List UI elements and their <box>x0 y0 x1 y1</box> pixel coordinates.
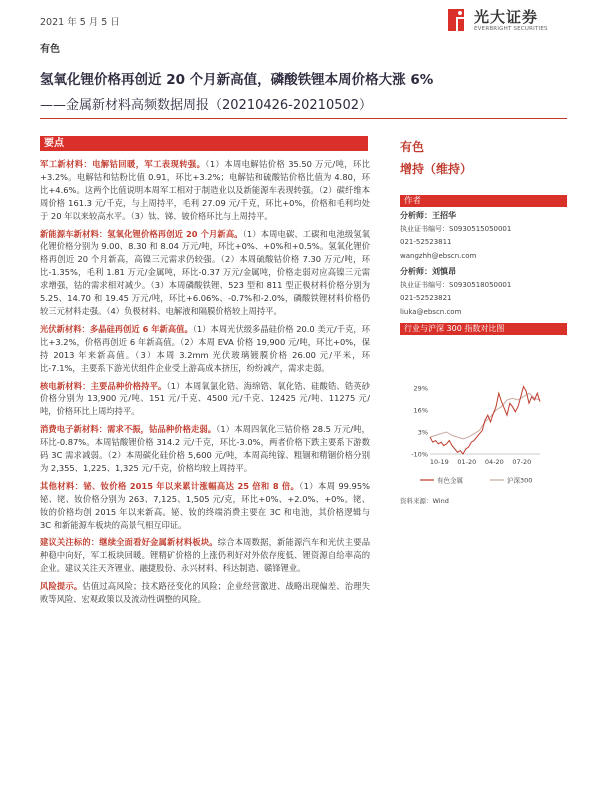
paragraph-lead: 军工新材料：电解钴回暖，军工表现转强。 <box>40 159 206 169</box>
y-tick-label: 3% <box>417 428 428 437</box>
analyst-cert: 执业证书编号：S0930515050001 <box>400 224 512 233</box>
x-axis-ticks <box>430 458 531 466</box>
paragraph-other-materials <box>40 480 370 532</box>
chart-series <box>430 386 540 454</box>
analyst-cert: 执业证书编号：S0930518050001 <box>400 280 512 289</box>
paragraph-lead: 消费电子新材料：需求不振，钴品种价格走弱。 <box>40 424 217 435</box>
analyst-phone: 021-52523821 <box>400 294 452 302</box>
brand-logo-icon <box>444 7 468 33</box>
x-tick-label: 10-19 <box>429 458 449 466</box>
y-tick-label: -10% <box>411 450 428 459</box>
industry-vs-csi300-chart <box>400 368 567 492</box>
chart-source: 资料来源：Wind <box>400 497 449 505</box>
key-points-body <box>40 158 370 611</box>
report-title: 氢氧化锂价格再创近 20 个月新高值，磷酸铁锂本周价格大涨 6% <box>40 72 434 88</box>
author-title: 作者 <box>404 196 422 206</box>
y-tick-label: 16% <box>413 406 428 415</box>
x-tick-label: 01-20 <box>457 458 477 466</box>
paragraph-risks <box>40 580 370 606</box>
analyst-name: 分析师：刘慎昂 <box>400 267 456 276</box>
paragraph-consumer-electronics <box>40 423 370 475</box>
paragraph-text: （1）本周氧氯化锆、海绵锆、氧化锆、硅酸锆、锆英砂价格分别为 13,900 元/吨、151 元/千克、4500 元/千克、12425 元/吨、11275 元/吨，价格环比上周均持平。 <box>40 380 370 417</box>
chart-title: 行业与沪深 300 指数对比图 <box>404 324 505 333</box>
analyst-name: 分析师：王招华 <box>400 211 456 220</box>
paragraph-new-energy-vehicle <box>40 228 370 318</box>
paragraph-text: （1）本周电解钴价格 35.50 万元/吨，环比+3.2%。电解钴和钴粉比值 0.91，环比+3.2%；电解钴和硫酸钴价格比值为 4.80，环比+4.6%。这两个比值说明本周军工相对于制造业以及新能源车表现转强。（2）碳纤维本周价格 161.3 元/千克，与上周持平，毛利 27.09 元/千克，环比+0%，价格和毛利均处于 20 年以来较高水平。（3）钛、锑、铍价格环比与上周持平。 <box>40 159 371 221</box>
paragraph-text: 综合本周数据，新能源汽车和光伏主要品种稳中向好，军工板块回暖。锂精矿价格的上涨仍利好对外依存度低、锂资源自给率高的企业。建议关注天齐锂业、融捷股份、永兴材料、科达制造、赣锋锂业。 <box>40 537 370 574</box>
paragraph-photovoltaic <box>40 323 370 375</box>
paragraph-recommendations <box>40 536 370 575</box>
chart-legend <box>420 476 532 485</box>
analyst-card <box>400 209 511 263</box>
author-header-bar <box>400 195 567 207</box>
legend-label: 有色金属 <box>437 476 463 485</box>
paragraph-text: （1）本周四氧化三钴价格 28.5 万元/吨，环比-0.87%。本周钴酸锂价格 314.2 元/千克，环比-3.0%，两者价格下跌主要系下游数码 3C 需求减弱。（2）本周碳化硅价格 5,600 元/吨，本周高纯镓、粗锢和精锢价格分别为 2,355、1,225、1,325 元/千克，价格均较上周持平。 <box>40 424 370 473</box>
y-tick-label: 29% <box>413 384 428 393</box>
paragraph-lead: 光伏新材料：多晶硅再创近 6 年新高值。 <box>40 323 193 334</box>
rating-sector: 有色 <box>400 140 425 154</box>
series-line <box>430 393 540 439</box>
key-points-header-bar <box>40 136 368 151</box>
report-date: 2021 年 5 月 5 日 <box>40 17 120 28</box>
paragraph-text: （1）本周光伏级多晶硅价格 20.0 美元/千克，环比+3.2%，价格再创近 6 年新高值。（2）本周 EVA 价格 19,900 元/吨，环比+0%，保持 2013 年来新高值。（3）本周 3.2mm 光伏玻璃镀膜价格 26.00 元/平米，环比-7.1%，主要系下游光伏组件企业受上游高成本挤压，纷纷减产，需求走弱。 <box>40 323 370 373</box>
sector-label: 有色 <box>40 44 60 55</box>
brand-logo <box>444 5 564 39</box>
paragraph-lead: 建议关注标的：继续全面看好金属新材料板块。 <box>40 537 218 548</box>
key-points-title: 要点 <box>44 138 64 149</box>
paragraph-lead: 风险提示。 <box>40 581 83 592</box>
paragraph-lead: 新能源车新材料：氢氧化锂价格再创近 20 个月新高。 <box>40 228 243 239</box>
legend-label: 沪深300 <box>507 476 533 485</box>
paragraph-lead: 其他材料：铋、钕价格 2015 年以来累计涨幅高达 25 倍和 8 倍。 <box>40 480 300 491</box>
analyst-email[interactable]: liuka@ebscn.com <box>400 307 462 316</box>
analyst-phone: 021-52523811 <box>400 238 452 246</box>
paragraph-text: 估值过高风险；技术路径变化的风险；企业经营激进、战略出现偏差、治理失败等风险、宏观政策以及流动性调整的风险。 <box>40 581 370 605</box>
x-tick-label: 07-20 <box>512 458 532 466</box>
title-divider <box>40 118 567 119</box>
brand-name-cn: 光大证券 <box>474 8 539 26</box>
paragraph-text: （1）本周 99.95%铋、铑、钕价格分别为 263、7,125、1,505 元/克，环比+0%、+2.0%、+0%。铑、钕的价格均创 2015 年以来新高。铋、钕的终端消费主要在 3C 和电池，其价格逻辑与 3C 和新能源车板块的高景气相互印证。 <box>40 480 370 530</box>
paragraph-text: （1）本周电碳、工碳和电池级氢氧化锂价格分别为 9.00、8.30 和 8.04 万元/吨，环比+0%、+0%和+0.5%。氢氧化锂价格再创近 20 个月新高，高镍三元需求仍较强。（2）本周硫酸钴价格 7.30 万元/吨，环比-1.35%，毛利 1.81 万元/金属吨，环比-0.37 万元/金属吨，价格走弱对应高镍三元需求增强，钴的需求相对减少。（3）本周磷酸铁锂、523 型和 811 型正极材料价格分别为 5.25、14.70 和 19.45 万元/吨，环比+6.06%、-0.7%和-2.0%，磷酸铁锂材料价格仍较三元材料走强。（4）负极材料、电解液和隔膜价格较上周持平。 <box>40 228 370 316</box>
x-tick-label: 04-20 <box>484 458 504 466</box>
rating-value: 增持（维持） <box>400 162 473 176</box>
brand-name-en: EVERBRIGHT SECURITIES <box>474 26 548 32</box>
paragraph-nuclear <box>40 380 370 419</box>
report-subtitle: ——金属新材料高频数据周报（20210426-20210502） <box>40 98 373 113</box>
paragraph-lead: 核电新材料：主要品种价格持平。 <box>40 380 167 391</box>
analyst-card <box>400 265 511 319</box>
y-axis-ticks <box>411 385 428 459</box>
paragraph-military <box>40 158 370 223</box>
analyst-email[interactable]: wangzhh@ebscn.com <box>400 251 477 260</box>
